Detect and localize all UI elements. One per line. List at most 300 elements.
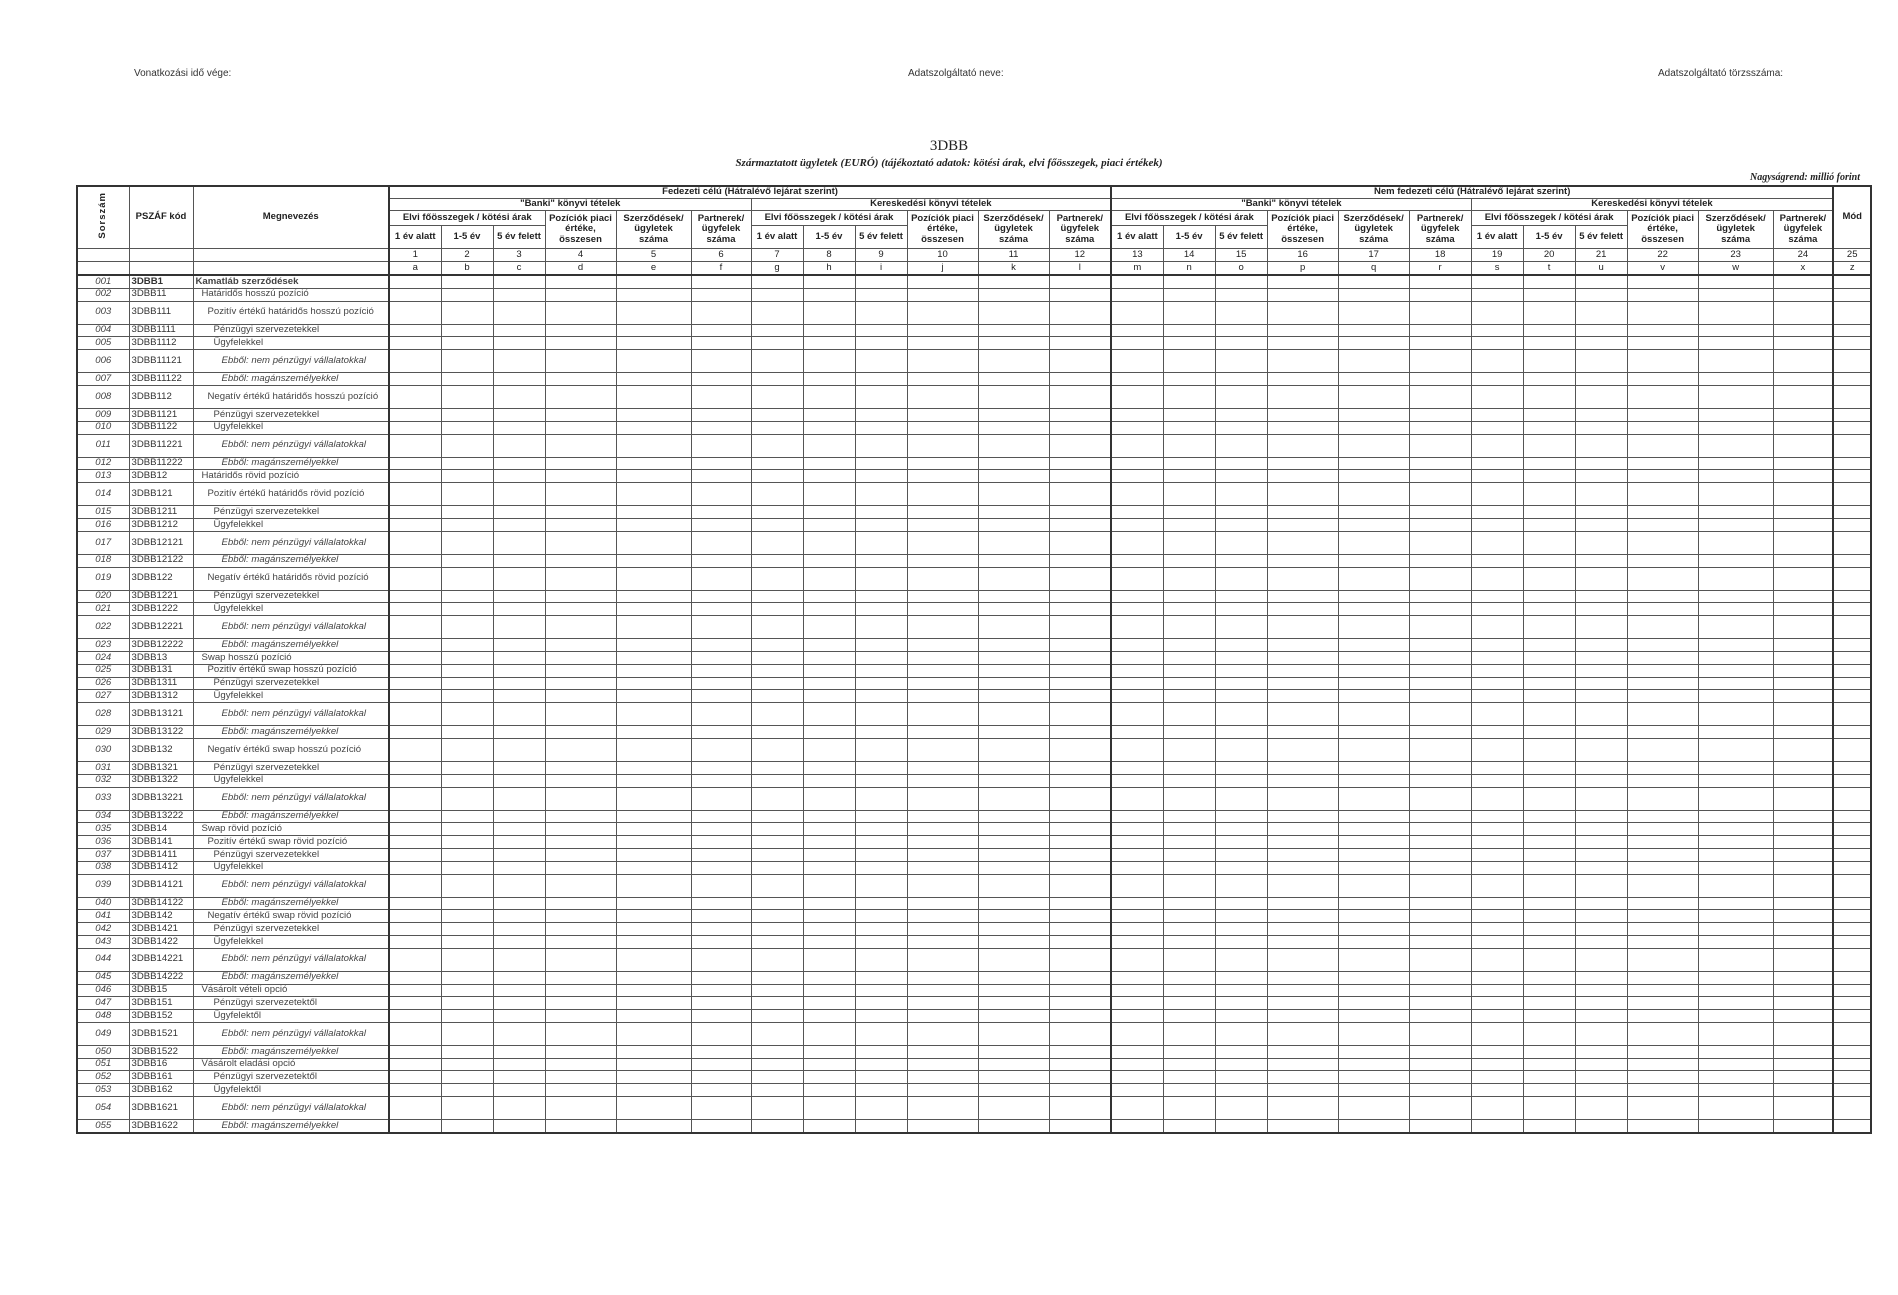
- data-cell[interactable]: [907, 590, 978, 603]
- data-cell[interactable]: [803, 897, 855, 910]
- data-cell[interactable]: [1111, 1010, 1163, 1023]
- data-cell[interactable]: [493, 590, 545, 603]
- data-cell[interactable]: [1698, 567, 1773, 590]
- data-cell[interactable]: [616, 1022, 691, 1045]
- data-cell[interactable]: [1163, 1097, 1215, 1120]
- data-cell[interactable]: [545, 506, 616, 519]
- data-cell[interactable]: [1575, 470, 1627, 483]
- data-cell[interactable]: [1338, 275, 1409, 288]
- data-cell[interactable]: [907, 984, 978, 997]
- data-cell[interactable]: [493, 518, 545, 531]
- data-cell[interactable]: [751, 350, 803, 373]
- data-cell[interactable]: [1471, 1058, 1523, 1071]
- data-cell[interactable]: [1627, 567, 1698, 590]
- data-cell[interactable]: [1833, 554, 1871, 567]
- data-cell[interactable]: [1111, 603, 1163, 616]
- data-cell[interactable]: [493, 337, 545, 350]
- data-cell[interactable]: [1575, 1010, 1627, 1023]
- data-cell[interactable]: [1523, 935, 1575, 948]
- data-cell[interactable]: [1627, 1045, 1698, 1058]
- data-cell[interactable]: [545, 457, 616, 470]
- data-cell[interactable]: [1773, 506, 1833, 519]
- data-cell[interactable]: [1163, 324, 1215, 337]
- data-cell[interactable]: [691, 350, 751, 373]
- data-cell[interactable]: [691, 810, 751, 823]
- data-cell[interactable]: [1575, 1120, 1627, 1133]
- data-cell[interactable]: [1049, 639, 1111, 652]
- data-cell[interactable]: [1698, 1022, 1773, 1045]
- data-cell[interactable]: [803, 690, 855, 703]
- data-cell[interactable]: [389, 861, 441, 874]
- data-cell[interactable]: [1471, 1022, 1523, 1045]
- data-cell[interactable]: [803, 616, 855, 639]
- data-cell[interactable]: [493, 1071, 545, 1084]
- data-cell[interactable]: [441, 690, 493, 703]
- data-cell[interactable]: [1523, 518, 1575, 531]
- data-cell[interactable]: [1338, 301, 1409, 324]
- data-cell[interactable]: [1215, 690, 1267, 703]
- data-cell[interactable]: [1833, 324, 1871, 337]
- data-cell[interactable]: [691, 567, 751, 590]
- data-cell[interactable]: [855, 810, 907, 823]
- data-cell[interactable]: [1833, 288, 1871, 301]
- data-cell[interactable]: [1338, 288, 1409, 301]
- data-cell[interactable]: [1163, 948, 1215, 971]
- data-cell[interactable]: [545, 1022, 616, 1045]
- data-cell[interactable]: [1627, 350, 1698, 373]
- data-cell[interactable]: [616, 1097, 691, 1120]
- data-cell[interactable]: [441, 874, 493, 897]
- data-cell[interactable]: [1267, 1022, 1338, 1045]
- data-cell[interactable]: [1471, 301, 1523, 324]
- data-cell[interactable]: [1049, 408, 1111, 421]
- data-cell[interactable]: [441, 1022, 493, 1045]
- data-cell[interactable]: [1698, 810, 1773, 823]
- data-cell[interactable]: [1215, 1022, 1267, 1045]
- data-cell[interactable]: [1698, 337, 1773, 350]
- data-cell[interactable]: [691, 554, 751, 567]
- data-cell[interactable]: [1049, 1058, 1111, 1071]
- data-cell[interactable]: [1409, 288, 1471, 301]
- data-cell[interactable]: [1163, 651, 1215, 664]
- data-cell[interactable]: [1215, 1097, 1267, 1120]
- data-cell[interactable]: [545, 787, 616, 810]
- data-cell[interactable]: [1215, 350, 1267, 373]
- data-cell[interactable]: [1215, 703, 1267, 726]
- data-cell[interactable]: [1773, 726, 1833, 739]
- data-cell[interactable]: [978, 301, 1049, 324]
- data-cell[interactable]: [545, 703, 616, 726]
- data-cell[interactable]: [1471, 470, 1523, 483]
- data-cell[interactable]: [1773, 275, 1833, 288]
- data-cell[interactable]: [1338, 787, 1409, 810]
- data-cell[interactable]: [1049, 590, 1111, 603]
- data-cell[interactable]: [616, 897, 691, 910]
- data-cell[interactable]: [1523, 567, 1575, 590]
- data-cell[interactable]: [493, 997, 545, 1010]
- data-cell[interactable]: [441, 948, 493, 971]
- data-cell[interactable]: [1575, 848, 1627, 861]
- data-cell[interactable]: [1338, 639, 1409, 652]
- data-cell[interactable]: [1471, 483, 1523, 506]
- data-cell[interactable]: [1833, 567, 1871, 590]
- data-cell[interactable]: [1698, 861, 1773, 874]
- data-cell[interactable]: [1409, 531, 1471, 554]
- data-cell[interactable]: [751, 1084, 803, 1097]
- data-cell[interactable]: [1338, 690, 1409, 703]
- data-cell[interactable]: [1338, 434, 1409, 457]
- data-cell[interactable]: [545, 984, 616, 997]
- data-cell[interactable]: [493, 373, 545, 386]
- data-cell[interactable]: [441, 408, 493, 421]
- data-cell[interactable]: [751, 664, 803, 677]
- data-cell[interactable]: [493, 1097, 545, 1120]
- data-cell[interactable]: [389, 554, 441, 567]
- data-cell[interactable]: [1049, 275, 1111, 288]
- data-cell[interactable]: [1338, 738, 1409, 761]
- data-cell[interactable]: [1111, 531, 1163, 554]
- data-cell[interactable]: [1215, 923, 1267, 936]
- data-cell[interactable]: [441, 1071, 493, 1084]
- data-cell[interactable]: [493, 1010, 545, 1023]
- data-cell[interactable]: [1049, 1022, 1111, 1045]
- data-cell[interactable]: [493, 787, 545, 810]
- data-cell[interactable]: [1111, 324, 1163, 337]
- data-cell[interactable]: [545, 408, 616, 421]
- data-cell[interactable]: [545, 861, 616, 874]
- data-cell[interactable]: [1338, 567, 1409, 590]
- data-cell[interactable]: [1833, 738, 1871, 761]
- data-cell[interactable]: [1471, 703, 1523, 726]
- data-cell[interactable]: [545, 531, 616, 554]
- data-cell[interactable]: [1471, 421, 1523, 434]
- data-cell[interactable]: [1338, 651, 1409, 664]
- data-cell[interactable]: [1698, 483, 1773, 506]
- data-cell[interactable]: [803, 408, 855, 421]
- data-cell[interactable]: [1698, 651, 1773, 664]
- data-cell[interactable]: [1338, 923, 1409, 936]
- data-cell[interactable]: [1163, 848, 1215, 861]
- data-cell[interactable]: [1471, 1071, 1523, 1084]
- data-cell[interactable]: [441, 639, 493, 652]
- data-cell[interactable]: [1833, 923, 1871, 936]
- data-cell[interactable]: [907, 385, 978, 408]
- data-cell[interactable]: [907, 910, 978, 923]
- data-cell[interactable]: [803, 603, 855, 616]
- data-cell[interactable]: [1833, 603, 1871, 616]
- data-cell[interactable]: [1698, 470, 1773, 483]
- data-cell[interactable]: [493, 738, 545, 761]
- data-cell[interactable]: [978, 1010, 1049, 1023]
- data-cell[interactable]: [616, 1084, 691, 1097]
- data-cell[interactable]: [855, 651, 907, 664]
- data-cell[interactable]: [1215, 677, 1267, 690]
- data-cell[interactable]: [1471, 518, 1523, 531]
- data-cell[interactable]: [389, 301, 441, 324]
- data-cell[interactable]: [1049, 385, 1111, 408]
- data-cell[interactable]: [545, 373, 616, 386]
- data-cell[interactable]: [1338, 774, 1409, 787]
- data-cell[interactable]: [1111, 861, 1163, 874]
- data-cell[interactable]: [1111, 1022, 1163, 1045]
- data-cell[interactable]: [1833, 810, 1871, 823]
- data-cell[interactable]: [1338, 470, 1409, 483]
- data-cell[interactable]: [389, 897, 441, 910]
- data-cell[interactable]: [1163, 506, 1215, 519]
- data-cell[interactable]: [1409, 590, 1471, 603]
- data-cell[interactable]: [1575, 1058, 1627, 1071]
- data-cell[interactable]: [389, 874, 441, 897]
- data-cell[interactable]: [855, 385, 907, 408]
- data-cell[interactable]: [855, 1120, 907, 1133]
- data-cell[interactable]: [855, 874, 907, 897]
- data-cell[interactable]: [1163, 337, 1215, 350]
- data-cell[interactable]: [493, 948, 545, 971]
- data-cell[interactable]: [907, 1097, 978, 1120]
- data-cell[interactable]: [1111, 1045, 1163, 1058]
- data-cell[interactable]: [1773, 408, 1833, 421]
- data-cell[interactable]: [1471, 337, 1523, 350]
- data-cell[interactable]: [1111, 848, 1163, 861]
- data-cell[interactable]: [691, 1071, 751, 1084]
- data-cell[interactable]: [1111, 836, 1163, 849]
- data-cell[interactable]: [1215, 470, 1267, 483]
- data-cell[interactable]: [1833, 997, 1871, 1010]
- data-cell[interactable]: [1338, 664, 1409, 677]
- data-cell[interactable]: [855, 639, 907, 652]
- data-cell[interactable]: [545, 421, 616, 434]
- data-cell[interactable]: [1409, 910, 1471, 923]
- data-cell[interactable]: [978, 861, 1049, 874]
- data-cell[interactable]: [1215, 301, 1267, 324]
- data-cell[interactable]: [389, 677, 441, 690]
- data-cell[interactable]: [493, 434, 545, 457]
- data-cell[interactable]: [751, 275, 803, 288]
- data-cell[interactable]: [1267, 518, 1338, 531]
- data-cell[interactable]: [493, 910, 545, 923]
- data-cell[interactable]: [493, 651, 545, 664]
- data-cell[interactable]: [907, 703, 978, 726]
- data-cell[interactable]: [1575, 301, 1627, 324]
- data-cell[interactable]: [1523, 337, 1575, 350]
- data-cell[interactable]: [907, 639, 978, 652]
- data-cell[interactable]: [1627, 288, 1698, 301]
- data-cell[interactable]: [1627, 738, 1698, 761]
- data-cell[interactable]: [1773, 1120, 1833, 1133]
- data-cell[interactable]: [1409, 823, 1471, 836]
- data-cell[interactable]: [1523, 971, 1575, 984]
- data-cell[interactable]: [1267, 421, 1338, 434]
- data-cell[interactable]: [978, 836, 1049, 849]
- data-cell[interactable]: [389, 726, 441, 739]
- data-cell[interactable]: [1163, 787, 1215, 810]
- data-cell[interactable]: [907, 923, 978, 936]
- data-cell[interactable]: [1773, 997, 1833, 1010]
- data-cell[interactable]: [691, 1010, 751, 1023]
- data-cell[interactable]: [855, 726, 907, 739]
- data-cell[interactable]: [616, 288, 691, 301]
- data-cell[interactable]: [1049, 690, 1111, 703]
- data-cell[interactable]: [1163, 288, 1215, 301]
- data-cell[interactable]: [1267, 1120, 1338, 1133]
- data-cell[interactable]: [1773, 385, 1833, 408]
- data-cell[interactable]: [1163, 690, 1215, 703]
- data-cell[interactable]: [1267, 1058, 1338, 1071]
- data-cell[interactable]: [1409, 774, 1471, 787]
- data-cell[interactable]: [1471, 897, 1523, 910]
- data-cell[interactable]: [1049, 948, 1111, 971]
- data-cell[interactable]: [1163, 457, 1215, 470]
- data-cell[interactable]: [1409, 787, 1471, 810]
- data-cell[interactable]: [1698, 935, 1773, 948]
- data-cell[interactable]: [1773, 664, 1833, 677]
- data-cell[interactable]: [907, 897, 978, 910]
- data-cell[interactable]: [691, 690, 751, 703]
- data-cell[interactable]: [1338, 874, 1409, 897]
- data-cell[interactable]: [1409, 984, 1471, 997]
- data-cell[interactable]: [1523, 408, 1575, 421]
- data-cell[interactable]: [389, 910, 441, 923]
- data-cell[interactable]: [616, 677, 691, 690]
- data-cell[interactable]: [1111, 664, 1163, 677]
- data-cell[interactable]: [1267, 337, 1338, 350]
- data-cell[interactable]: [978, 1058, 1049, 1071]
- data-cell[interactable]: [855, 421, 907, 434]
- data-cell[interactable]: [907, 823, 978, 836]
- data-cell[interactable]: [493, 971, 545, 984]
- data-cell[interactable]: [978, 506, 1049, 519]
- data-cell[interactable]: [1471, 935, 1523, 948]
- data-cell[interactable]: [1163, 616, 1215, 639]
- data-cell[interactable]: [1111, 774, 1163, 787]
- data-cell[interactable]: [751, 531, 803, 554]
- data-cell[interactable]: [1267, 483, 1338, 506]
- data-cell[interactable]: [855, 910, 907, 923]
- data-cell[interactable]: [978, 518, 1049, 531]
- data-cell[interactable]: [1698, 457, 1773, 470]
- data-cell[interactable]: [978, 1120, 1049, 1133]
- data-cell[interactable]: [1773, 690, 1833, 703]
- data-cell[interactable]: [1575, 288, 1627, 301]
- data-cell[interactable]: [803, 1045, 855, 1058]
- data-cell[interactable]: [1471, 861, 1523, 874]
- data-cell[interactable]: [389, 848, 441, 861]
- data-cell[interactable]: [1267, 470, 1338, 483]
- data-cell[interactable]: [1698, 350, 1773, 373]
- data-cell[interactable]: [1111, 787, 1163, 810]
- data-cell[interactable]: [1215, 997, 1267, 1010]
- data-cell[interactable]: [1627, 457, 1698, 470]
- data-cell[interactable]: [1471, 324, 1523, 337]
- data-cell[interactable]: [855, 1058, 907, 1071]
- data-cell[interactable]: [1833, 948, 1871, 971]
- data-cell[interactable]: [1833, 910, 1871, 923]
- data-cell[interactable]: [1575, 677, 1627, 690]
- data-cell[interactable]: [907, 275, 978, 288]
- data-cell[interactable]: [1049, 457, 1111, 470]
- data-cell[interactable]: [1409, 434, 1471, 457]
- data-cell[interactable]: [978, 997, 1049, 1010]
- data-cell[interactable]: [1627, 948, 1698, 971]
- data-cell[interactable]: [855, 483, 907, 506]
- data-cell[interactable]: [1111, 703, 1163, 726]
- data-cell[interactable]: [1773, 288, 1833, 301]
- data-cell[interactable]: [389, 971, 441, 984]
- data-cell[interactable]: [751, 373, 803, 386]
- data-cell[interactable]: [441, 823, 493, 836]
- data-cell[interactable]: [907, 1022, 978, 1045]
- data-cell[interactable]: [1215, 726, 1267, 739]
- data-cell[interactable]: [1267, 971, 1338, 984]
- data-cell[interactable]: [1523, 1058, 1575, 1071]
- data-cell[interactable]: [616, 385, 691, 408]
- data-cell[interactable]: [978, 288, 1049, 301]
- data-cell[interactable]: [1163, 836, 1215, 849]
- data-cell[interactable]: [1267, 910, 1338, 923]
- data-cell[interactable]: [1267, 1071, 1338, 1084]
- data-cell[interactable]: [1215, 531, 1267, 554]
- data-cell[interactable]: [1338, 703, 1409, 726]
- data-cell[interactable]: [1163, 518, 1215, 531]
- data-cell[interactable]: [1338, 603, 1409, 616]
- data-cell[interactable]: [1471, 373, 1523, 386]
- data-cell[interactable]: [1698, 385, 1773, 408]
- data-cell[interactable]: [751, 603, 803, 616]
- data-cell[interactable]: [855, 787, 907, 810]
- data-cell[interactable]: [907, 554, 978, 567]
- data-cell[interactable]: [1163, 861, 1215, 874]
- data-cell[interactable]: [616, 848, 691, 861]
- data-cell[interactable]: [616, 984, 691, 997]
- data-cell[interactable]: [1698, 836, 1773, 849]
- data-cell[interactable]: [751, 1120, 803, 1133]
- data-cell[interactable]: [1049, 703, 1111, 726]
- data-cell[interactable]: [1773, 823, 1833, 836]
- data-cell[interactable]: [1523, 874, 1575, 897]
- data-cell[interactable]: [441, 483, 493, 506]
- data-cell[interactable]: [1163, 373, 1215, 386]
- data-cell[interactable]: [389, 324, 441, 337]
- data-cell[interactable]: [545, 738, 616, 761]
- data-cell[interactable]: [1773, 1084, 1833, 1097]
- data-cell[interactable]: [751, 567, 803, 590]
- data-cell[interactable]: [545, 483, 616, 506]
- data-cell[interactable]: [978, 616, 1049, 639]
- data-cell[interactable]: [1215, 861, 1267, 874]
- data-cell[interactable]: [1471, 874, 1523, 897]
- data-cell[interactable]: [1338, 1058, 1409, 1071]
- data-cell[interactable]: [1049, 616, 1111, 639]
- data-cell[interactable]: [855, 301, 907, 324]
- data-cell[interactable]: [1773, 897, 1833, 910]
- data-cell[interactable]: [1111, 997, 1163, 1010]
- data-cell[interactable]: [751, 897, 803, 910]
- data-cell[interactable]: [1267, 531, 1338, 554]
- data-cell[interactable]: [1409, 603, 1471, 616]
- data-cell[interactable]: [1575, 531, 1627, 554]
- data-cell[interactable]: [691, 1045, 751, 1058]
- data-cell[interactable]: [751, 726, 803, 739]
- data-cell[interactable]: [389, 421, 441, 434]
- data-cell[interactable]: [855, 948, 907, 971]
- data-cell[interactable]: [855, 677, 907, 690]
- data-cell[interactable]: [616, 408, 691, 421]
- data-cell[interactable]: [616, 923, 691, 936]
- data-cell[interactable]: [1338, 421, 1409, 434]
- data-cell[interactable]: [1698, 971, 1773, 984]
- data-cell[interactable]: [1111, 470, 1163, 483]
- data-cell[interactable]: [1338, 677, 1409, 690]
